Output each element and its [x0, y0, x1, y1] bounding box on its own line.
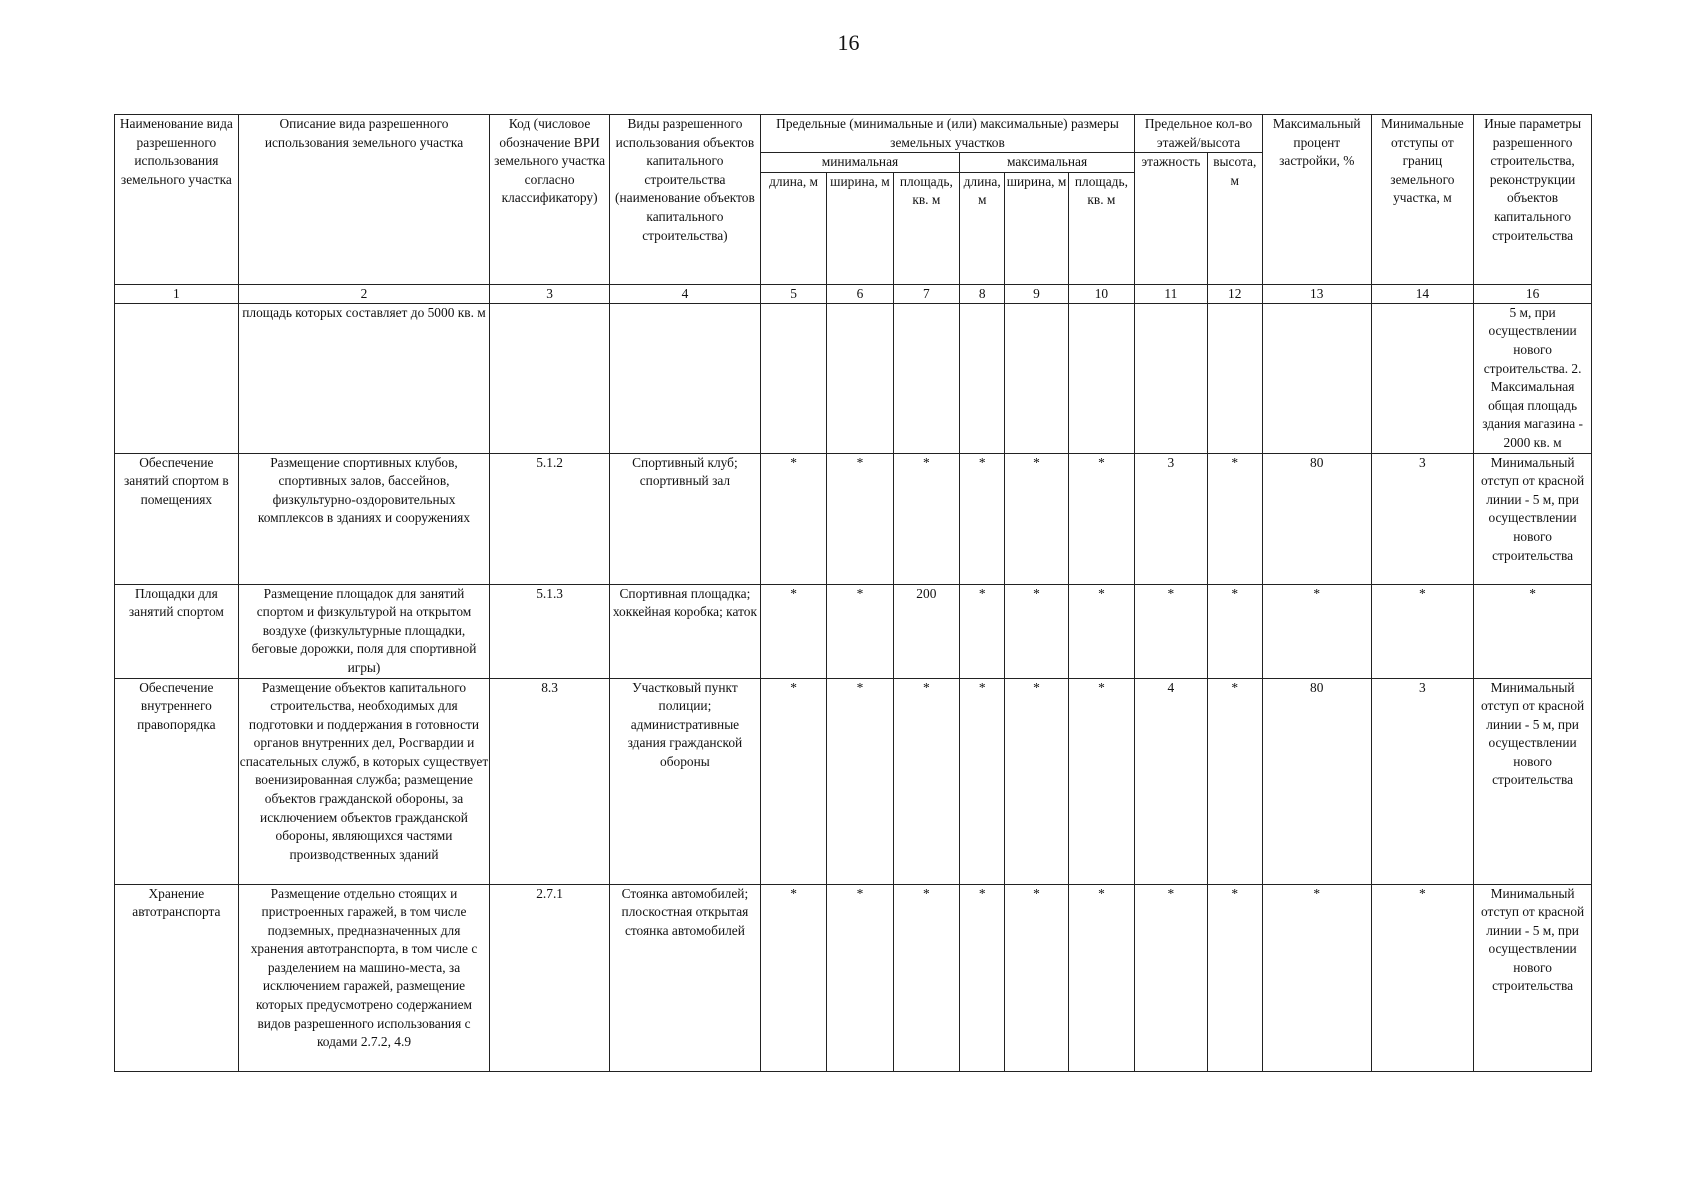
cell-min-setback: 3: [1371, 678, 1474, 884]
cell-min-length: *: [760, 453, 826, 584]
cell-min-area: *: [893, 884, 959, 1071]
header-row: [115, 115, 1592, 153]
cell-name: Обеспечение внутреннего правопорядка: [115, 678, 239, 884]
header-cell-max-area: площадь, кв. м: [1068, 172, 1134, 284]
cell-max-width: *: [1005, 584, 1068, 678]
cell-max-area: *: [1068, 678, 1134, 884]
cell-max-area: [1068, 303, 1134, 453]
cell-name: Обеспечение занятий спортом в помещениях: [115, 453, 239, 584]
header-cell-min-width: ширина, м: [827, 172, 893, 284]
header-cell-other-params: Иные параметры разрешенного строительства, реконструкции объектов капитального строительства: [1474, 115, 1592, 285]
cell-min-area: [893, 303, 959, 453]
header-cell-name: Наименование вида разрешенного использования земельного участка: [115, 115, 239, 285]
cell-min-area: 200: [893, 584, 959, 678]
header-cell-minimum: минимальная: [760, 153, 959, 173]
cell-min-width: *: [827, 678, 893, 884]
cell-description: Размещение спортивных клубов, спортивных залов, бассейнов, физкультурно-оздоровительных комплексов в зданиях и сооружениях: [238, 453, 490, 584]
cell-min-width: *: [827, 453, 893, 584]
column-number: 8: [960, 284, 1005, 303]
cell-objects: Спортивная площадка; хоккейная коробка; каток: [609, 584, 760, 678]
column-number: 13: [1262, 284, 1371, 303]
table-row: [115, 584, 1592, 678]
header-cell-min-area: площадь, кв. м: [893, 172, 959, 284]
cell-max-width: *: [1005, 678, 1068, 884]
table-row: [115, 303, 1592, 453]
column-number: 10: [1068, 284, 1134, 303]
cell-max-area: *: [1068, 453, 1134, 584]
page-number: 16: [837, 30, 860, 55]
cell-max-coverage: 80: [1262, 678, 1371, 884]
cell-min-area: *: [893, 678, 959, 884]
cell-code: 8.3: [490, 678, 610, 884]
cell-max-length: *: [960, 584, 1005, 678]
header-cell-objects: Виды разрешенного использования объектов капитального строительства (наименование объектов капитального строительства): [609, 115, 760, 285]
cell-max-length: [960, 303, 1005, 453]
cell-objects: Спортивный клуб; спортивный зал: [609, 453, 760, 584]
cell-max-width: [1005, 303, 1068, 453]
cell-code: 2.7.1: [490, 884, 610, 1071]
column-number: 14: [1371, 284, 1474, 303]
cell-max-length: *: [960, 678, 1005, 884]
cell-other-params: Минимальный отступ от красной линии - 5 м, при осуществлении нового строительства: [1474, 453, 1592, 584]
cell-code: 5.1.2: [490, 453, 610, 584]
cell-other-params: *: [1474, 584, 1592, 678]
column-number: 4: [609, 284, 760, 303]
header-cell-floors: этажность: [1135, 153, 1207, 285]
cell-max-coverage: *: [1262, 884, 1371, 1071]
cell-objects: Стоянка автомобилей; плоскостная открытая стоянка автомобилей: [609, 884, 760, 1071]
cell-min-width: *: [827, 884, 893, 1071]
header-cell-max-width: ширина, м: [1005, 172, 1068, 284]
cell-max-width: *: [1005, 884, 1068, 1071]
table-row: [115, 884, 1592, 1071]
cell-description: Размещение отдельно стоящих и пристроенных гаражей, в том числе подземных, предназначенных для хранения автотранспорта, в том числе с разделением на машино-места, за исключением гаражей, размещение которых предусмотрено содержанием видов разрешенного использования с кодами 2.7.2, 4.9: [238, 884, 490, 1071]
cell-max-coverage: [1262, 303, 1371, 453]
cell-min-area: *: [893, 453, 959, 584]
cell-other-params: Минимальный отступ от красной линии - 5 м, при осуществлении нового строительства: [1474, 678, 1592, 884]
cell-max-length: *: [960, 453, 1005, 584]
cell-floors: *: [1135, 584, 1207, 678]
cell-floors: *: [1135, 884, 1207, 1071]
header-cell-maximum: максимальная: [960, 153, 1135, 173]
column-number: 6: [827, 284, 893, 303]
header-cell-max-length: длина, м: [960, 172, 1005, 284]
cell-min-setback: *: [1371, 884, 1474, 1071]
header-cell-floors-height: Предельное кол-во этажей/высота: [1135, 115, 1263, 153]
cell-min-width: *: [827, 584, 893, 678]
cell-other-params: 5 м, при осуществлении нового строительства. 2. Максимальная общая площадь здания магазина - 2000 кв. м: [1474, 303, 1592, 453]
column-number: 16: [1474, 284, 1592, 303]
cell-objects: Участковый пункт полиции; административные здания гражданской обороны: [609, 678, 760, 884]
table-row: [115, 678, 1592, 884]
header-cell-description: Описание вида разрешенного использования земельного участка: [238, 115, 490, 285]
header-cell-max-coverage: Максимальный процент застройки, %: [1262, 115, 1371, 285]
cell-min-length: [760, 303, 826, 453]
column-number: 1: [115, 284, 239, 303]
cell-height: *: [1207, 453, 1262, 584]
cell-floors: 3: [1135, 453, 1207, 584]
column-number: 11: [1135, 284, 1207, 303]
header-cell-min-length: длина, м: [760, 172, 826, 284]
column-number: 3: [490, 284, 610, 303]
header-cell-code: Код (числовое обозначение ВРИ земельного участка согласно классификатору): [490, 115, 610, 285]
zoning-parameters-table: [114, 114, 1592, 1072]
column-number: 9: [1005, 284, 1068, 303]
cell-min-setback: [1371, 303, 1474, 453]
cell-min-length: *: [760, 584, 826, 678]
cell-floors: 4: [1135, 678, 1207, 884]
cell-height: [1207, 303, 1262, 453]
cell-floors: [1135, 303, 1207, 453]
column-number: 12: [1207, 284, 1262, 303]
cell-name: Хранение автотранспорта: [115, 884, 239, 1071]
cell-name: [115, 303, 239, 453]
cell-max-area: *: [1068, 584, 1134, 678]
cell-other-params: Минимальный отступ от красной линии - 5 м, при осуществлении нового строительства: [1474, 884, 1592, 1071]
cell-height: *: [1207, 584, 1262, 678]
cell-objects: [609, 303, 760, 453]
cell-description: Размещение объектов капитального строительства, необходимых для подготовки и поддержания в готовности органов внутренних дел, Росгвардии и спасательных служб, в которых существует военизированная служба; размещение объектов гражданской обороны, за исключением объектов гражданской обороны, являющихся частями производственных зданий: [238, 678, 490, 884]
cell-min-length: *: [760, 678, 826, 884]
cell-name: Площадки для занятий спортом: [115, 584, 239, 678]
cell-max-area: *: [1068, 884, 1134, 1071]
column-number-row: [115, 284, 1592, 303]
column-number: 5: [760, 284, 826, 303]
header-cell-size-limits: Предельные (минимальные и (или) максимальные) размеры земельных участков: [760, 115, 1134, 153]
cell-max-coverage: 80: [1262, 453, 1371, 584]
table-row: [115, 453, 1592, 584]
header-cell-min-setbacks: Минимальные отступы от границ земельного участка, м: [1371, 115, 1474, 285]
cell-code: [490, 303, 610, 453]
header-cell-height: высота, м: [1207, 153, 1262, 285]
cell-max-length: *: [960, 884, 1005, 1071]
cell-height: *: [1207, 678, 1262, 884]
column-number: 2: [238, 284, 490, 303]
cell-min-setback: 3: [1371, 453, 1474, 584]
cell-description: Размещение площадок для занятий спортом и физкультурой на открытом воздухе (физкультурные площадки, беговые дорожки, поля для спортивной игры): [238, 584, 490, 678]
cell-height: *: [1207, 884, 1262, 1071]
cell-min-width: [827, 303, 893, 453]
cell-description: площадь которых составляет до 5000 кв. м: [238, 303, 490, 453]
column-number: 7: [893, 284, 959, 303]
cell-max-width: *: [1005, 453, 1068, 584]
cell-max-coverage: *: [1262, 584, 1371, 678]
cell-min-setback: *: [1371, 584, 1474, 678]
cell-min-length: *: [760, 884, 826, 1071]
cell-code: 5.1.3: [490, 584, 610, 678]
